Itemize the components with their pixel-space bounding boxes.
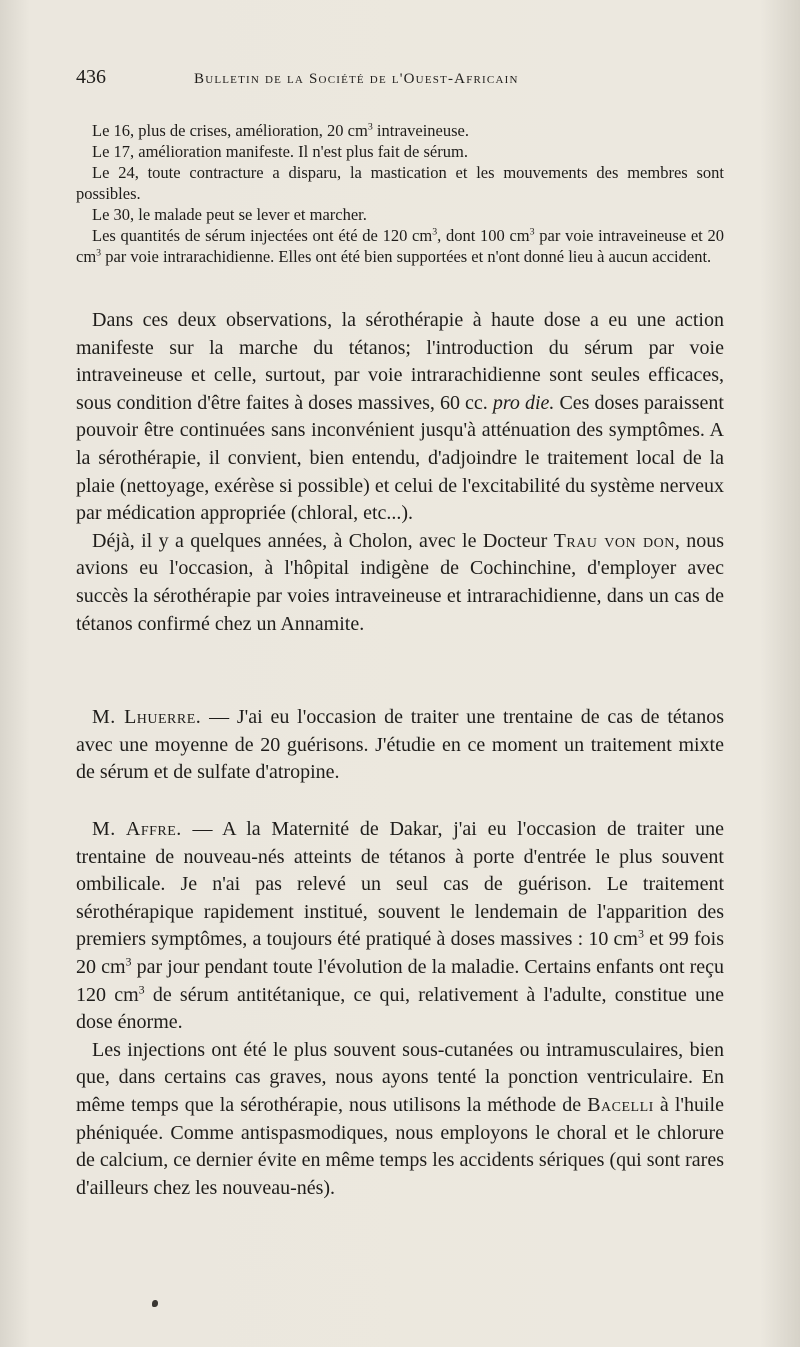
paragraph-text: Les injections ont été le plus souvent sous-cutanées ou intramusculaires, bien que, dans certains cas graves, nous ayons tenté la ponction ventriculaire. En même temps que la sérothérapie, nous utilisons la méthode de [76,1038,724,1116]
page-header [76,66,736,96]
conclusion-paragraph [76,307,724,528]
running-title: Bulletin de la Société de l'Ouest-Africain [194,71,519,87]
remark-paragraph [76,816,724,1037]
superscript: 3 [125,954,132,969]
case-note [76,162,724,204]
case-note-text: Le 24, toute contracture a disparu, la mastication et les mouvements des membres sont possibles. [76,163,724,203]
case-note-text: par voie intrarachidienne. Elles ont été bien supportées et n'ont donné lieu à aucun accident. [101,247,712,266]
case-note-text: Le 16, plus de crises, amélioration, 20 cm [92,121,368,140]
paragraph-text: — A la Maternité de Dakar, j'ai eu l'occasion de traiter une trentaine de nouveau-nés atteints de tétanos à porte d'entrée le plus souvent ombilicale. Je n'ai pas relevé un seul cas de guérison. Le traitement sérothérapique rapidement institué, souvent le lendemain de l'apparition des premiers symptômes, a toujours été pratiqué à doses massives : 10 cm [76,818,724,951]
paragraph-text: , nous avions eu l'occasion, à l'hôpital indigène de Cochinchine, d'employer avec succès la sérothérapie par voies intraveineuse et intrarachidienne, dans un cas de tétanos confirmé chez un Annamite. [76,529,724,635]
paragraph-text: Dans ces deux observations, la sérothérapie à haute dose a eu une action manifeste sur la marche du tétanos; l'introduction du sérum par voie intraveineuse et celle, surtout, par voie intrarachidienne sont seules efficaces, sous condition d'être faites à doses massives, 60 cc. [76,309,724,414]
case-notes [76,120,724,267]
paragraph-text: — J'ai eu l'occasion de traiter une trentaine de cas de tétanos avec une moyenne de 20 guérisons. J'étudie en ce moment un traitement mixte de sérum et de sulfate d'atropine. [76,706,725,784]
paragraph-text: de sérum antitétanique, ce qui, relativement à l'adulte, constitue une dose énorme. [76,983,724,1034]
conclusion-section [76,307,724,638]
remark-paragraph [76,704,724,787]
case-note-text: Le 17, amélioration manifeste. Il n'est plus fait de sérum. [92,142,468,161]
case-note-text: Le 30, le malade peut se lever et marcher. [92,205,367,224]
paragraph-text: et 99 fois 20 cm [76,928,724,978]
case-note-text: , dont 100 cm [437,226,530,245]
speaker-name: M. Lhuerre. [92,706,202,728]
case-note-text: par voie intraveineuse et 20 cm [76,226,724,266]
conclusion-paragraph [76,528,724,638]
paragraph-text: Déjà, il y a quelques années, à Cholon, avec le Docteur [92,529,554,552]
superscript: 3 [367,121,373,133]
paragraph-text: à l'huile phéniquée. Comme antispasmodiques, nous employons le choral et le chlorure de calcium, ce dernier évite en même temps les accidents sériques (qui sont rares d'ailleurs chez les nouveau-nés). [76,1093,724,1199]
paragraph-text: Ces doses paraissent pouvoir être continuées sans inconvénient jusqu'à atténuation des symptômes. A la sérothérapie, il convient, bien entendu, d'adjoindre le traitement local de la plaie (nettoyage, exérèse si possible) et celui de l'excitabilité du système nerveux par médication appropriée (chloral, etc...). [76,391,724,525]
paragraph-text: par jour pendant toute l'évolution de la maladie. Certains enfants ont reçu 120 cm [76,955,724,1006]
case-note-text: intraveineuse. [372,121,469,140]
superscript: 3 [432,226,438,238]
italic-text: pro die. [492,391,555,414]
case-note [76,204,724,225]
case-note [76,120,724,141]
case-note-text: Les quantités de sérum injectées ont été de 120 cm [92,226,433,245]
author-name: Trau von don [553,529,675,552]
superscript: 3 [138,981,145,996]
lhuerre-remark [76,704,724,787]
author-name: Bacelli [587,1093,654,1116]
ink-speck [152,1300,158,1307]
case-note [76,225,724,267]
superscript: 3 [96,247,102,259]
remark-paragraph [76,1037,724,1203]
affre-remark [76,816,724,1202]
page-number: 436 [76,66,106,88]
speaker-name: M. Affre. [92,818,182,840]
superscript: 3 [529,226,535,238]
case-note [76,141,724,162]
superscript: 3 [637,926,644,941]
